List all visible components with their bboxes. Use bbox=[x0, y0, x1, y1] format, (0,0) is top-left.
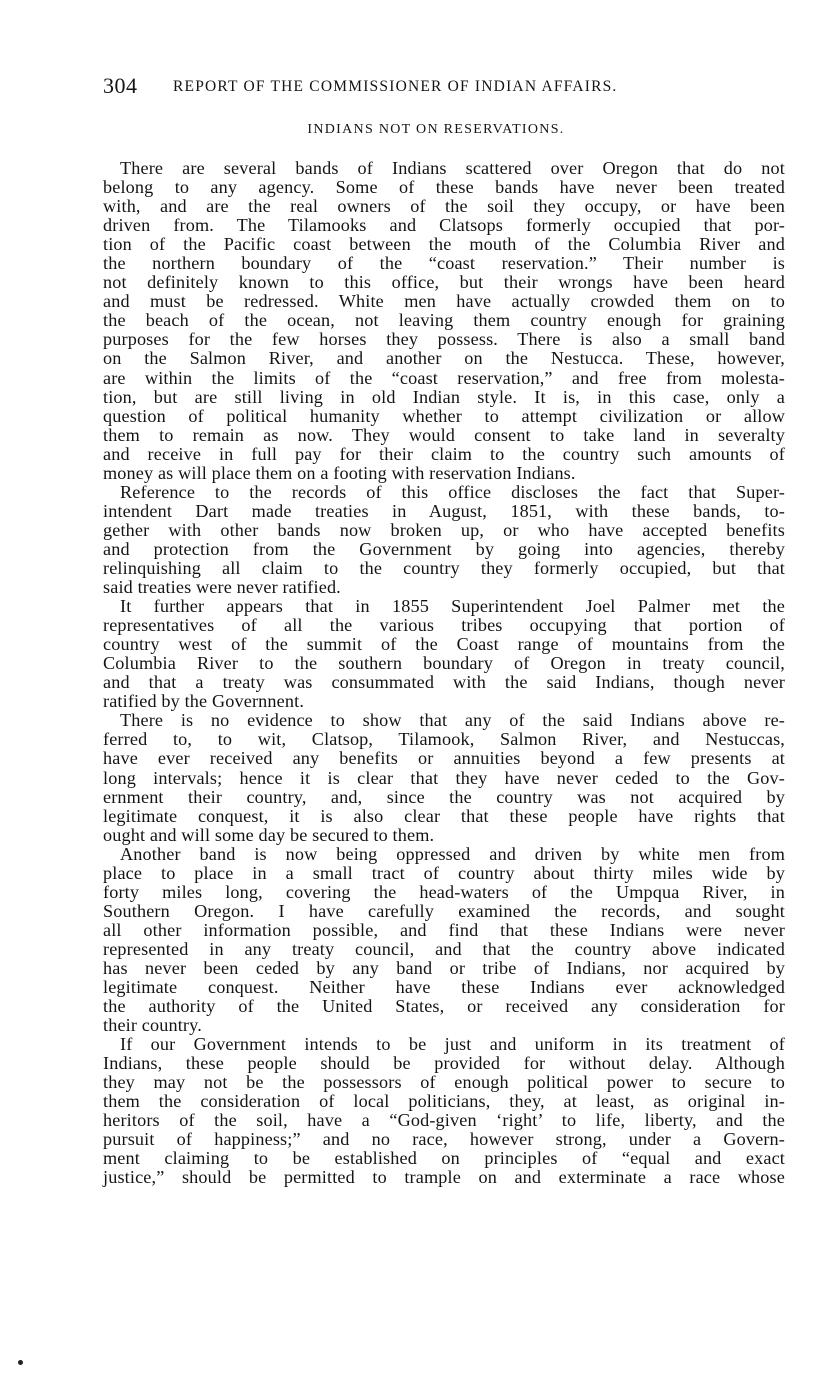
text-line: gether with other bands now broken up, or who have accepted benefits bbox=[103, 519, 785, 540]
text-line: ferred to, to wit, Clatsop, Tilamook, Salmon River, and Nestuccas, bbox=[103, 729, 785, 750]
ink-dot bbox=[18, 1360, 23, 1365]
text-line: has never been ceded by any band or tribe of Indians, nor acquired by bbox=[103, 957, 785, 978]
text-line: all other information possible, and find that these Indians were never bbox=[103, 919, 785, 940]
text-line: Columbia River to the southern boundary of Oregon in treaty council, bbox=[103, 653, 785, 674]
text-line: forty miles long, covering the head-waters of the Umpqua River, in bbox=[103, 881, 785, 902]
text-line: It further appears that in 1855 Superintendent Joel Palmer met the bbox=[120, 596, 785, 617]
text-line: Another band is now being oppressed and driven by white men from bbox=[120, 843, 785, 864]
text-line: heritors of the soil, have a “God-given ‘right’ to life, liberty, and the bbox=[103, 1110, 785, 1131]
text-line: money as will place them on a footing with reservation Indians. bbox=[103, 462, 576, 483]
text-line: question of political humanity whether to attempt civilization or allow bbox=[103, 405, 785, 426]
text-line: them the consideration of local politicians, they, at least, as original in- bbox=[103, 1091, 785, 1112]
text-line: There are several bands of Indians scattered over Oregon that do not bbox=[120, 158, 785, 178]
text-line: country west of the summit of the Coast range of mountains from the bbox=[103, 634, 785, 655]
body-text bbox=[103, 159, 785, 1188]
text-line: tion, but are still living in old Indian style. It is, in this case, only a bbox=[103, 386, 785, 407]
text-line: Indians, these people should be provided for without delay. Although bbox=[103, 1053, 785, 1074]
running-head bbox=[103, 73, 718, 103]
text-line: with, and are the real owners of the soil they occupy, or have been bbox=[103, 196, 785, 217]
text-line: them to remain as now. They would consent to take land in severalty bbox=[103, 424, 785, 445]
text-line: and receive in full pay for their claim to the country such amounts of bbox=[103, 443, 785, 464]
text-line: If our Government intends to be just and uniform in its treatment of bbox=[120, 1034, 785, 1055]
text-line: intendent Dart made treaties in August, 1851, with these bands, to- bbox=[103, 500, 785, 521]
section-heading: INDIANS NOT ON RESERVATIONS. bbox=[307, 122, 565, 137]
text-line: represented in any treaty council, and that the country above indicated bbox=[103, 938, 785, 959]
text-line: relinquishing all claim to the country they formerly occupied, but that bbox=[103, 557, 785, 578]
text-line: ment claiming to be established on principles of “equal and exact bbox=[103, 1148, 785, 1169]
text-line: not definitely known to this office, but their wrongs have been heard bbox=[103, 272, 785, 293]
text-line: long intervals; hence it is clear that they have never ceded to the Gov- bbox=[103, 767, 785, 788]
text-line: There is no evidence to show that any of the said Indians above re- bbox=[120, 710, 785, 731]
text-line: and must be redressed. White men have actually crowded them on to bbox=[103, 291, 785, 312]
text-line: the northern boundary of the “coast reservation.” Their number is bbox=[103, 253, 785, 274]
text-line: place to place in a small tract of country about thirty miles wide by bbox=[103, 862, 785, 883]
text-line: the beach of the ocean, not leaving them country enough for graining bbox=[103, 310, 785, 331]
text-line: legitimate conquest, it is also clear that these people have rights that bbox=[103, 805, 785, 826]
text-line: and protection from the Government by going into agencies, thereby bbox=[103, 538, 785, 559]
text-line: justice,” should be permitted to trample on and exterminate a race whose bbox=[103, 1167, 785, 1188]
text-line: their country. bbox=[103, 1015, 202, 1036]
text-line: pursuit of happiness;” and no race, however strong, under a Govern- bbox=[103, 1129, 785, 1150]
text-line: said treaties were never ratified. bbox=[103, 577, 341, 598]
text-line: have ever received any benefits or annuities beyond a few presents at bbox=[103, 748, 785, 769]
text-line: representatives of all the various tribes occupying that portion of bbox=[103, 615, 785, 636]
text-line: Reference to the records of this office discloses the fact that Super- bbox=[120, 481, 785, 502]
page-number: 304 bbox=[103, 73, 138, 98]
text-line: Southern Oregon. I have carefully examined the records, and sought bbox=[103, 900, 785, 921]
text-line: and that a treaty was consummated with the said Indians, though never bbox=[103, 672, 785, 693]
running-title: REPORT OF THE COMMISSIONER OF INDIAN AFFAIRS. bbox=[173, 78, 618, 95]
text-line: ought and will some day be secured to them. bbox=[103, 824, 435, 845]
text-line: ratified by the Governnent. bbox=[103, 691, 305, 712]
text-line: tion of the Pacific coast between the mouth of the Columbia River and bbox=[103, 234, 785, 255]
text-line: belong to any agency. Some of these bands have never been treated bbox=[103, 177, 785, 198]
text-line: legitimate conquest. Neither have these Indians ever acknowledged bbox=[103, 977, 785, 998]
text-line: they may not be the possessors of enough political power to secure to bbox=[103, 1072, 785, 1093]
text-line: driven from. The Tilamooks and Clatsops formerly occupied that por- bbox=[103, 215, 785, 236]
text-line: are within the limits of the “coast reservation,” and free from molesta- bbox=[103, 367, 785, 388]
text-line: the authority of the United States, or received any consideration for bbox=[103, 996, 785, 1017]
text-line: on the Salmon River, and another on the Nestucca. These, however, bbox=[103, 348, 785, 369]
text-line: purposes for the few horses they possess. There is also a small band bbox=[103, 329, 785, 350]
text-line: ernment their country, and, since the country was not acquired by bbox=[103, 786, 785, 807]
